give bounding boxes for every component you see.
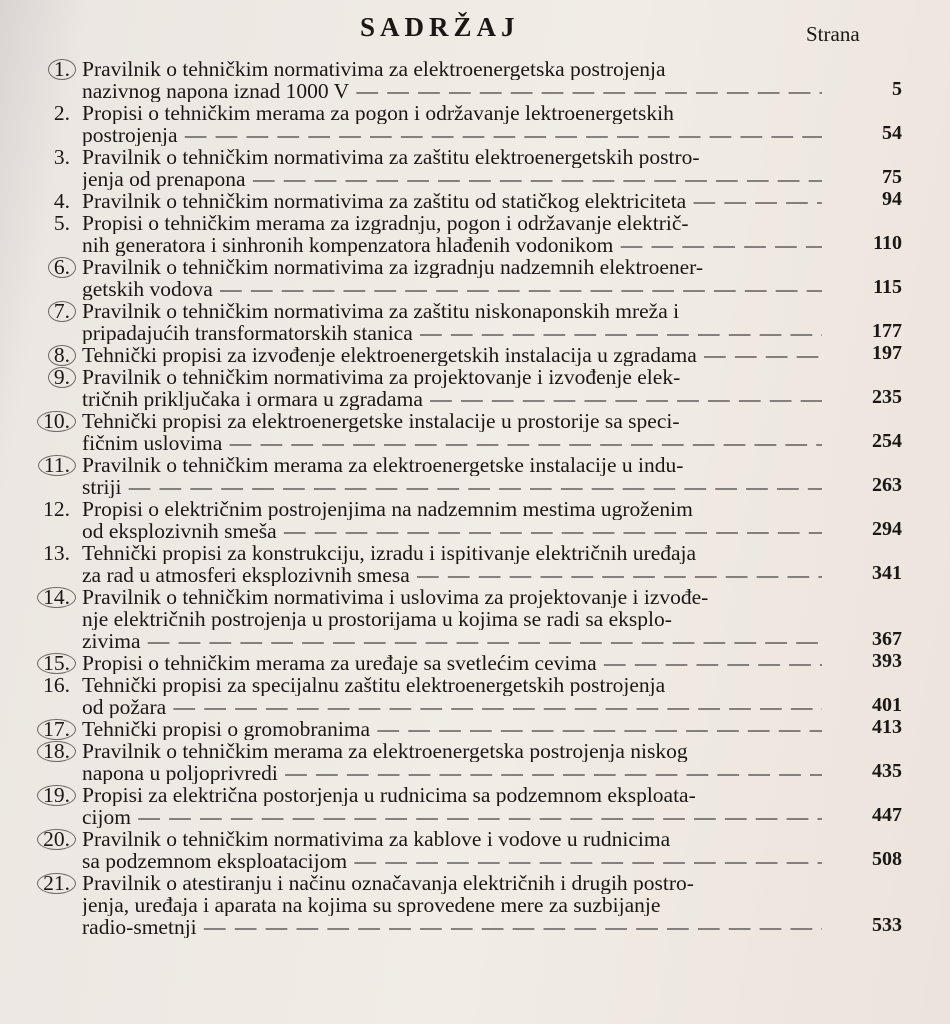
entry-number-text: 4. bbox=[53, 189, 70, 213]
toc-entry bbox=[0, 102, 950, 146]
entry-title-line: Pravilnik o tehničkim normativima za zaštitu od statičkog elektriciteta — — — bbox=[82, 190, 822, 212]
entry-number bbox=[24, 366, 82, 388]
entry-number-text: 14. bbox=[37, 587, 76, 608]
entry-title-line: Pravilnik o tehničkim merama za elektroenergetska postrojenja niskog bbox=[82, 740, 688, 762]
entry-page-number: 413 bbox=[872, 716, 902, 738]
entry-title-line: postrojenja — — — bbox=[82, 124, 822, 146]
entry-number-text: 15. bbox=[37, 653, 76, 674]
entry-number-text: 21. bbox=[37, 873, 76, 894]
entry-title bbox=[82, 498, 822, 542]
entry-page-number: 110 bbox=[873, 232, 902, 254]
entry-number bbox=[24, 718, 82, 740]
page-title: SADRŽAJ bbox=[360, 12, 520, 42]
entry-title-line: tričnih priključaka i ormara u zgradama — — — bbox=[82, 388, 822, 410]
entry-page-number: 508 bbox=[872, 848, 902, 870]
entry-page-number: 177 bbox=[872, 320, 902, 342]
entry-number-text: 18. bbox=[37, 741, 76, 762]
toc-entry bbox=[0, 300, 950, 344]
entry-number-text: 13. bbox=[43, 541, 70, 565]
entry-number bbox=[24, 190, 82, 212]
toc-entry bbox=[0, 498, 950, 542]
entry-number bbox=[24, 58, 82, 80]
entry-page-number: 254 bbox=[872, 430, 902, 452]
toc-entry bbox=[0, 190, 950, 212]
entry-page-number: 341 bbox=[872, 562, 902, 584]
entry-title bbox=[82, 190, 822, 212]
entry-number bbox=[24, 344, 82, 366]
entry-title-line: Pravilnik o tehničkim normativima i uslovima za projektovanje i izvođe- bbox=[82, 586, 709, 608]
entry-title bbox=[82, 102, 822, 146]
entry-title-line: zivima — — — bbox=[82, 630, 822, 652]
entry-title-line: Pravilnik o tehničkim normativima za elektroenergetska postrojenja bbox=[82, 58, 666, 80]
entry-title bbox=[82, 828, 822, 872]
entry-title-line: Propisi za električna postorjenja u rudnicima sa podzemnom eksploata- bbox=[82, 784, 696, 806]
entry-number bbox=[24, 586, 82, 608]
entry-title-line: Tehnički propisi za specijalnu zaštitu elektroenergetskih postrojenja bbox=[82, 674, 666, 696]
entry-page-number: 393 bbox=[872, 650, 902, 672]
entry-title bbox=[82, 344, 822, 366]
entry-title bbox=[82, 146, 822, 190]
entry-title-line: za rad u atmosferi eksplozivnih smesa — — — bbox=[82, 564, 822, 586]
entry-number-text: 8. bbox=[48, 345, 76, 366]
entry-title-line: pripadajućih transformatorskih stanica — — — bbox=[82, 322, 822, 344]
entry-title bbox=[82, 740, 822, 784]
entry-title bbox=[82, 652, 822, 674]
entry-title-line: cijom — — — bbox=[82, 806, 822, 828]
entry-title-line: Pravilnik o tehničkim normativima za kablove i vodove u rudnicima bbox=[82, 828, 671, 850]
page-column-label: Strana bbox=[806, 22, 860, 46]
entry-title-line: jenja od prenapona — — — bbox=[82, 168, 822, 190]
toc-entry bbox=[0, 146, 950, 190]
toc-entry bbox=[0, 872, 950, 938]
entry-title bbox=[82, 872, 822, 938]
entry-page-number: 5 bbox=[892, 78, 902, 100]
entry-title bbox=[82, 586, 822, 652]
entry-number bbox=[24, 652, 82, 674]
entry-title bbox=[82, 674, 822, 718]
entry-page-number: 533 bbox=[872, 914, 902, 936]
entry-title-line: nazivnog napona iznad 1000 V — — — bbox=[82, 80, 822, 102]
toc-entry bbox=[0, 542, 950, 586]
entry-title-line: Pravilnik o atestiranju i načinu označavanja električnih i drugih postro- bbox=[82, 872, 694, 894]
entry-title-line: jenja, uređaja i aparata na kojima su sprovedene mere za suzbijanje bbox=[82, 894, 661, 916]
entry-title-line: getskih vodova — — — bbox=[82, 278, 822, 300]
entry-number-text: 9. bbox=[48, 367, 76, 388]
entry-number bbox=[24, 542, 82, 564]
toc-entry bbox=[0, 366, 950, 410]
entry-title-line: Propisi o električnim postrojenjima na nadzemnim mestima ugroženim bbox=[82, 498, 693, 520]
entry-number bbox=[24, 102, 82, 124]
toc-entry bbox=[0, 256, 950, 300]
entry-title-line: Pravilnik o tehničkim normativima za projektovanje i izvođenje elek- bbox=[82, 366, 681, 388]
entry-title-line: Propisi o tehničkim merama za izgradnju, pogon i održavanje električ- bbox=[82, 212, 689, 234]
entry-title-line: od požara — — — bbox=[82, 696, 822, 718]
entry-number bbox=[24, 300, 82, 322]
entry-title bbox=[82, 300, 822, 344]
entry-number bbox=[24, 146, 82, 168]
entry-number bbox=[24, 674, 82, 696]
toc-entry bbox=[0, 344, 950, 366]
entry-title bbox=[82, 410, 822, 454]
entry-title-line: sa podzemnom eksploatacijom — — — bbox=[82, 850, 822, 872]
entry-page-number: 54 bbox=[882, 122, 902, 144]
entry-title-line: Pravilnik o tehničkim merama za elektroenergetske instalacije u indu- bbox=[82, 454, 684, 476]
entry-page-number: 115 bbox=[873, 276, 902, 298]
entry-title-line: fičnim uslovima — — — bbox=[82, 432, 822, 454]
entry-title bbox=[82, 542, 822, 586]
entry-number-text: 2. bbox=[53, 101, 70, 125]
entry-page-number: 197 bbox=[872, 342, 902, 364]
entry-number-text: 5. bbox=[53, 211, 70, 235]
toc-entry bbox=[0, 454, 950, 498]
entry-number-text: 11. bbox=[38, 455, 76, 476]
entry-number bbox=[24, 828, 82, 850]
entry-number-text: 19. bbox=[37, 785, 76, 806]
entry-number bbox=[24, 410, 82, 432]
entry-title-line: radio-smetnji — — — bbox=[82, 916, 822, 938]
entry-title-line: Propisi o tehničkim merama za pogon i održavanje lektroenergetskih bbox=[82, 102, 674, 124]
entry-title-line: striji — — — bbox=[82, 476, 822, 498]
entry-page-number: 435 bbox=[872, 760, 902, 782]
toc-entry bbox=[0, 784, 950, 828]
entry-number-text: 7. bbox=[48, 301, 76, 322]
toc-entry bbox=[0, 652, 950, 674]
toc-entry bbox=[0, 212, 950, 256]
entry-page-number: 235 bbox=[872, 386, 902, 408]
entry-number-text: 1. bbox=[48, 59, 76, 80]
entry-title-line: napona u poljoprivredi — — — bbox=[82, 762, 822, 784]
entry-number-text: 17. bbox=[37, 719, 76, 740]
toc-entry bbox=[0, 828, 950, 872]
entry-page-number: 75 bbox=[882, 166, 902, 188]
entry-page-number: 94 bbox=[882, 188, 902, 210]
entry-page-number: 367 bbox=[872, 628, 902, 650]
entry-number-text: 16. bbox=[43, 673, 70, 697]
entry-page-number: 263 bbox=[872, 474, 902, 496]
entry-title-line: Propisi o tehničkim merama za uređaje sa svetlećim cevima — — — bbox=[82, 652, 822, 674]
entry-number bbox=[24, 784, 82, 806]
toc-entry bbox=[0, 674, 950, 718]
table-of-contents bbox=[0, 58, 950, 938]
toc-entry bbox=[0, 740, 950, 784]
entry-title bbox=[82, 212, 822, 256]
toc-entry bbox=[0, 58, 950, 102]
entry-title-line: od eksplozivnih smeša — — — bbox=[82, 520, 822, 542]
entry-number-text: 12. bbox=[43, 497, 70, 521]
entry-title-line: nje električnih postrojenja u prostorijama u kojima se radi sa eksplo- bbox=[82, 608, 672, 630]
entry-number bbox=[24, 212, 82, 234]
entry-title bbox=[82, 366, 822, 410]
entry-number bbox=[24, 740, 82, 762]
entry-number-text: 3. bbox=[53, 145, 70, 169]
entry-number bbox=[24, 454, 82, 476]
entry-title-line: Pravilnik o tehničkim normativima za izgradnju nadzemnih elektroener- bbox=[82, 256, 704, 278]
entry-number bbox=[24, 498, 82, 520]
entry-title bbox=[82, 454, 822, 498]
entry-title bbox=[82, 784, 822, 828]
entry-title-line: Tehnički propisi za elektroenergetske instalacije u prostorije sa speci- bbox=[82, 410, 680, 432]
entry-number-text: 10. bbox=[37, 411, 76, 432]
entry-number bbox=[24, 256, 82, 278]
entry-title-line: Pravilnik o tehničkim normativima za zaštitu niskonaponskih mreža i bbox=[82, 300, 680, 322]
entry-title-line: Tehnički propisi za izvođenje elektroenergetskih instalacija u zgradama — — — bbox=[82, 344, 822, 366]
entry-page-number: 447 bbox=[872, 804, 902, 826]
entry-title bbox=[82, 256, 822, 300]
entry-number bbox=[24, 872, 82, 894]
toc-entry bbox=[0, 410, 950, 454]
entry-number-text: 20. bbox=[37, 829, 76, 850]
toc-entry bbox=[0, 718, 950, 740]
entry-number-text: 6. bbox=[48, 257, 76, 278]
entry-title-line: Pravilnik o tehničkim normativima za zaštitu elektroenergetskih postro- bbox=[82, 146, 700, 168]
entry-page-number: 294 bbox=[872, 518, 902, 540]
entry-title-line: nih generatora i sinhronih kompenzatora hlađenih vodonikom — — — bbox=[82, 234, 822, 256]
entry-page-number: 401 bbox=[872, 694, 902, 716]
entry-title bbox=[82, 58, 822, 102]
toc-entry bbox=[0, 586, 950, 652]
entry-title bbox=[82, 718, 822, 740]
entry-title-line: Tehnički propisi o gromobranima — — — bbox=[82, 718, 822, 740]
entry-title-line: Tehnički propisi za konstrukciju, izradu i ispitivanje električnih uređaja bbox=[82, 542, 697, 564]
